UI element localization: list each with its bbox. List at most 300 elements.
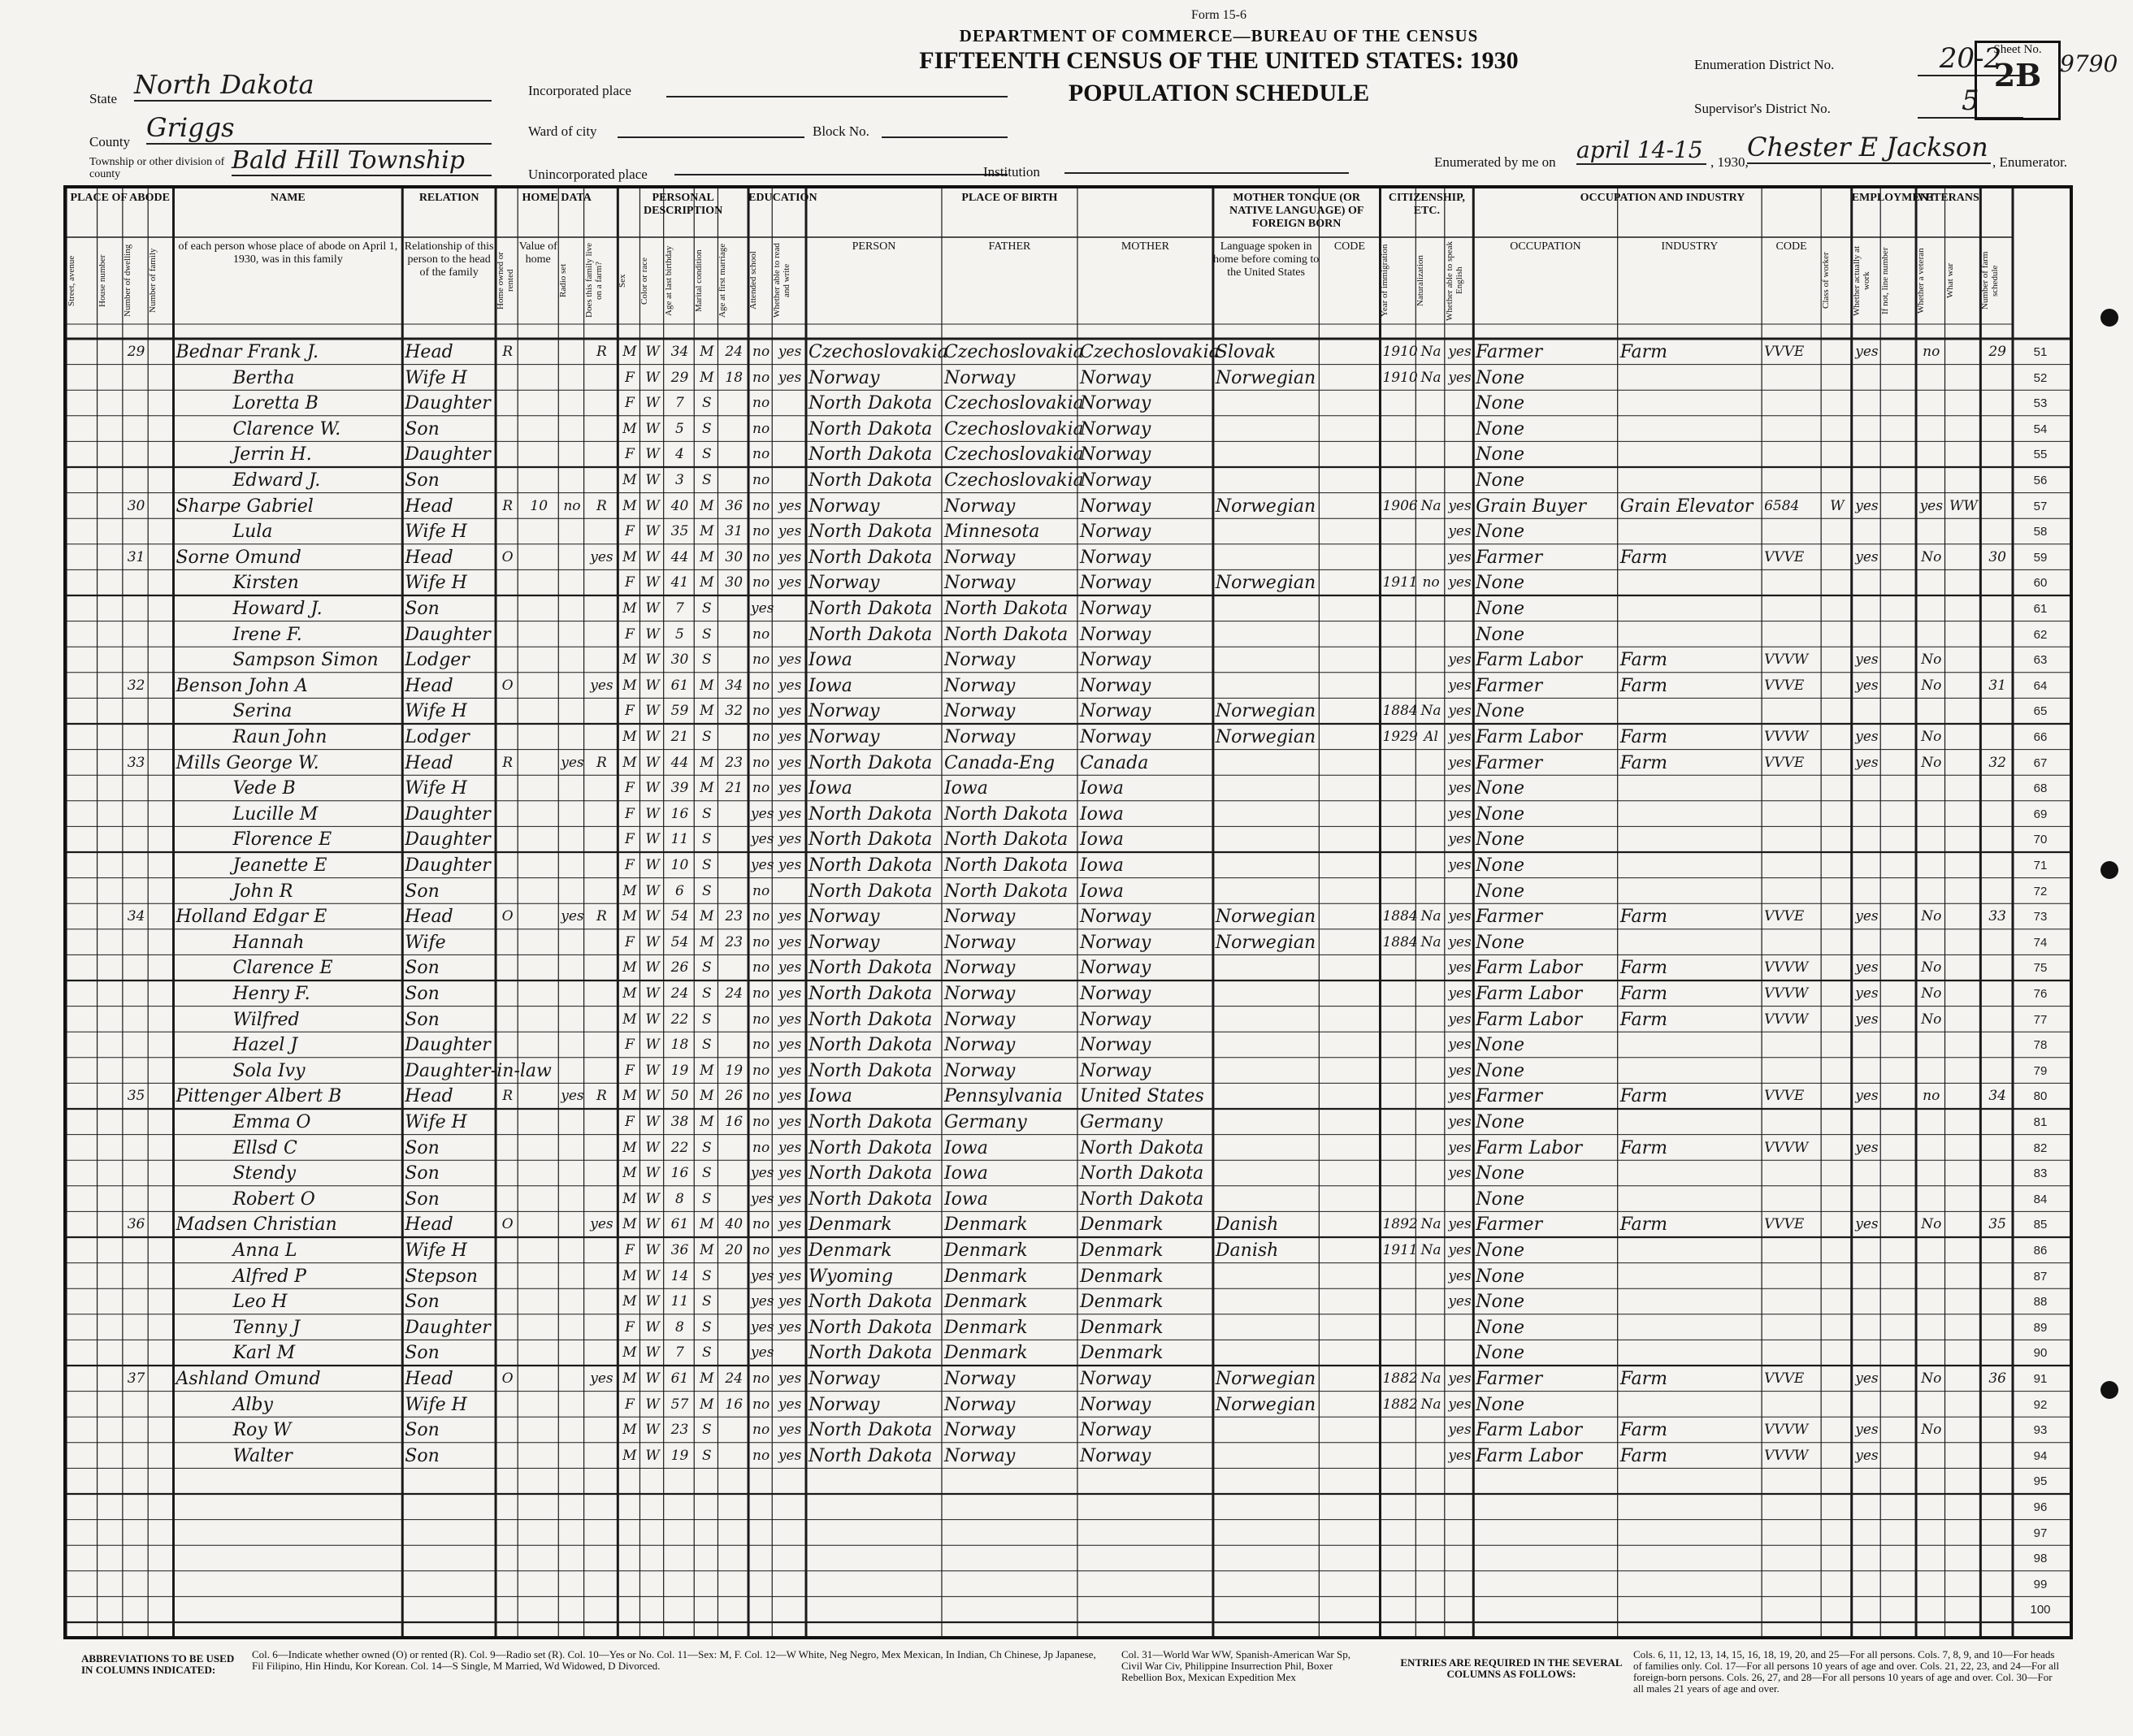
cell-father: Norway (943, 367, 1016, 388)
cell-age: 4 (675, 446, 684, 463)
line-number: 72 (2033, 884, 2048, 898)
cell-dwelling: 34 (127, 908, 145, 925)
cell-english: yes (1448, 1396, 1472, 1413)
cell-school: no (752, 908, 770, 925)
cell-relation: Daughter (405, 393, 491, 414)
cell-relation: Head (405, 907, 453, 928)
group-header-name: NAME (270, 192, 306, 204)
cell-marital: M (700, 1370, 714, 1387)
cell-marital: S (702, 1447, 712, 1464)
line-number: 95 (2033, 1474, 2048, 1489)
cell-mother: Iowa (1079, 855, 1124, 876)
cell-father: Norway (943, 1009, 1016, 1030)
cell-owned: R (502, 497, 514, 514)
cell-person: North Dakota (808, 522, 933, 543)
cell-person: North Dakota (808, 855, 933, 876)
cell-at_work: yes (1855, 1139, 1879, 1156)
cell-radio: no (563, 497, 581, 514)
abbreviations-title: ABBREVIATIONS TO BE USED IN COLUMNS INDICATED: (81, 1652, 235, 1676)
line-number: 63 (2033, 653, 2048, 668)
cell-father: Denmark (943, 1343, 1028, 1364)
cell-read: yes (778, 831, 802, 848)
cell-marital: S (702, 1267, 712, 1284)
cell-father: North Dakota (943, 624, 1069, 645)
cell-first_marriage: 40 (725, 1216, 744, 1233)
cell-school: no (752, 1062, 770, 1079)
cell-read: yes (778, 959, 802, 976)
column-header-radio: Radio set (558, 263, 569, 298)
cell-english: yes (1448, 959, 1472, 976)
cell-race: W (645, 933, 660, 950)
cell-at_work: yes (1855, 344, 1879, 360)
cell-marital: S (702, 652, 712, 669)
cell-read: yes (778, 908, 802, 925)
cell-farm_sched: 36 (1988, 1370, 2006, 1387)
cell-person: North Dakota (808, 1343, 933, 1364)
cell-person: Iowa (808, 675, 852, 696)
cell-school: no (752, 420, 770, 437)
cell-occupation: Farm Labor (1476, 727, 1583, 747)
cell-person: North Dakota (808, 1163, 933, 1184)
cell-occupation: Grain Buyer (1476, 496, 1586, 517)
cell-relation: Head (405, 342, 453, 362)
cell-school: no (752, 959, 770, 976)
cell-school: no (752, 497, 770, 514)
cell-marital: M (700, 754, 714, 771)
cell-naturalization: Na (1420, 1370, 1442, 1387)
cell-school: no (752, 548, 770, 565)
column-header-immigration: Year of immigration (1380, 244, 1390, 318)
cell-first_marriage: 16 (725, 1114, 744, 1130)
department-heading: DEPARTMENT OF COMMERCE—BUREAU OF THE CENSUS (959, 26, 1479, 45)
cell-sex: M (622, 677, 637, 694)
cell-name: Clarence E (232, 958, 333, 979)
line-number: 59 (2033, 550, 2048, 565)
cell-language: Norwegian (1215, 932, 1316, 953)
cell-language: Slovak (1215, 342, 1277, 362)
cell-read: yes (778, 933, 802, 950)
cell-sex: M (622, 1422, 637, 1439)
cell-sex: M (622, 420, 637, 437)
cell-occupation: Farmer (1476, 547, 1543, 568)
column-header-mother: MOTHER (1121, 240, 1169, 253)
cell-age: 38 (670, 1114, 689, 1130)
line-number: 83 (2033, 1167, 2048, 1181)
cell-race: W (645, 1165, 660, 1182)
line-number: 78 (2033, 1038, 2048, 1053)
cell-race: W (645, 574, 660, 591)
cell-marital: M (700, 548, 714, 565)
unincorporated-place-line (674, 174, 1008, 175)
cell-language: Norwegian (1215, 496, 1316, 517)
cell-name: Holland Edgar E (176, 907, 327, 928)
institution-line (1064, 172, 1349, 174)
line-number: 58 (2033, 525, 2048, 539)
ward-label: Ward of city (528, 123, 597, 139)
cell-age: 44 (670, 548, 689, 565)
cell-occupation: Farm Labor (1476, 650, 1583, 671)
cell-at_work: yes (1855, 1011, 1879, 1028)
cell-occupation: Farm Labor (1476, 1445, 1583, 1466)
cell-relation: Stepson (405, 1266, 478, 1287)
cell-father: Norway (943, 1394, 1016, 1415)
cell-person: North Dakota (808, 752, 933, 773)
cell-mother: Norway (1079, 418, 1151, 439)
cell-sex: M (622, 472, 637, 488)
cell-read: yes (778, 677, 802, 694)
county-label: County (89, 134, 131, 149)
cell-name: Sampson Simon (232, 650, 379, 671)
state-value: North Dakota (134, 69, 492, 102)
cell-english: yes (1448, 1139, 1472, 1156)
cell-mother: Norway (1079, 1009, 1151, 1030)
cell-dwelling: 37 (127, 1370, 145, 1387)
cell-at_work: yes (1855, 497, 1879, 514)
cell-immigration: 1884 (1382, 703, 1418, 720)
cell-farm_sched: 31 (1988, 677, 2006, 694)
cell-first_marriage: 19 (725, 1062, 744, 1079)
cell-marital: S (702, 472, 712, 488)
cell-english: yes (1448, 652, 1472, 669)
cell-age: 35 (670, 523, 689, 540)
cell-person: North Dakota (808, 803, 933, 825)
cell-mother: Iowa (1079, 881, 1124, 902)
cell-person: North Dakota (808, 1292, 933, 1313)
sheet-value: 2B (1993, 57, 2042, 93)
group-header-personal: PERSONAL DESCRIPTION (644, 192, 723, 217)
cell-class: W (1830, 497, 1845, 514)
township-value: Bald Hill Township (232, 146, 492, 176)
cell-veteran: yes (1919, 497, 1943, 514)
cell-ind_code: VVVW (1764, 1422, 1809, 1439)
line-number: 77 (2033, 1012, 2048, 1027)
cell-sex: F (624, 857, 635, 873)
line-number: 80 (2033, 1089, 2048, 1104)
cell-name: Tenny J (232, 1317, 301, 1338)
cell-veteran: No (1921, 959, 1942, 976)
county-value: Griggs (146, 112, 492, 145)
cell-name: Wilfred (232, 1009, 300, 1030)
cell-ind_code: VVVW (1764, 985, 1809, 1002)
cell-age: 7 (675, 600, 684, 617)
column-header-sex: Sex (618, 274, 628, 288)
cell-occupation: Farm Labor (1476, 958, 1583, 979)
cell-immigration: 1882 (1382, 1370, 1418, 1387)
cell-age: 59 (670, 703, 689, 720)
cell-first_marriage: 32 (725, 703, 744, 720)
cell-at_work: yes (1855, 677, 1879, 694)
cell-occupation: None (1476, 1188, 1524, 1210)
cell-father: Norway (943, 984, 1016, 1004)
cell-immigration: 1910 (1382, 344, 1418, 360)
line-number: 62 (2033, 627, 2048, 642)
line-number: 52 (2033, 370, 2048, 385)
cell-father: Czechoslovakia (943, 342, 1084, 362)
cell-mother: Norway (1079, 675, 1151, 696)
cell-first_marriage: 30 (725, 548, 744, 565)
cell-english: yes (1448, 1037, 1472, 1054)
line-number: 76 (2033, 987, 2048, 1001)
cell-age: 7 (675, 1344, 684, 1362)
cell-read: yes (778, 780, 802, 797)
cell-father: Norway (943, 1060, 1016, 1081)
cell-father: Norway (943, 701, 1016, 722)
cell-age: 26 (670, 959, 689, 976)
cell-sex: M (622, 1216, 637, 1233)
cell-read: yes (778, 344, 802, 360)
cell-mother: Denmark (1079, 1240, 1164, 1261)
line-number: 90 (2033, 1346, 2048, 1361)
cell-sex: M (622, 882, 637, 899)
cell-race: W (645, 908, 660, 925)
institution-label: Institution (983, 164, 1040, 180)
cell-school: yes (751, 1344, 774, 1362)
cell-race: W (645, 1190, 660, 1207)
cell-veteran: No (1921, 729, 1942, 745)
cell-father: Norway (943, 496, 1016, 517)
cell-sex: M (622, 1344, 637, 1362)
cell-race: W (645, 369, 660, 386)
cell-race: W (645, 1088, 660, 1105)
column-header-race: Color or race (639, 257, 650, 305)
cell-father: Norway (943, 727, 1016, 747)
cell-first_marriage: 16 (725, 1396, 744, 1413)
line-number: 92 (2033, 1397, 2048, 1412)
cell-read: yes (778, 369, 802, 386)
cell-mother: Norway (1079, 1420, 1151, 1441)
cell-race: W (645, 703, 660, 720)
column-header-marital: Marital condition (694, 249, 704, 312)
cell-person: North Dakota (808, 1009, 933, 1030)
cell-occupation: None (1476, 418, 1524, 439)
cell-ind_code: VVVE (1764, 1370, 1805, 1387)
cell-father: Denmark (943, 1214, 1028, 1236)
cell-english: yes (1448, 754, 1472, 771)
cell-school: yes (751, 1190, 774, 1207)
line-number: 97 (2033, 1526, 2048, 1540)
cell-person: North Dakota (808, 1317, 933, 1338)
cell-occupation: None (1476, 470, 1524, 491)
cell-mother: Norway (1079, 932, 1151, 953)
cell-sex: F (624, 574, 635, 591)
cell-race: W (645, 805, 660, 822)
cell-relation: Daughter (405, 624, 491, 645)
veteran-notes: Col. 31—World War WW, Spanish-American War Sp, Civil War Civ, Philippine Insurrection Phil, Boxer Rebellion Box, Mexican Expedition Mex (1121, 1648, 1350, 1683)
cell-farm_sched: 32 (1988, 754, 2006, 771)
cell-race: W (645, 1242, 660, 1258)
cell-language: Danish (1215, 1240, 1279, 1261)
cell-person: Norway (808, 367, 880, 388)
cell-immigration: 1910 (1382, 369, 1418, 386)
cell-farm_sched: 30 (1988, 548, 2006, 565)
cell-sex: M (622, 959, 637, 976)
cell-name: Benson John A (176, 675, 308, 696)
cell-person: North Dakota (808, 444, 933, 465)
cell-school: no (752, 369, 770, 386)
cell-read: yes (778, 1422, 802, 1439)
cell-relation: Wife H (405, 1394, 467, 1415)
cell-sex: M (622, 652, 637, 669)
cell-dwelling: 33 (127, 754, 145, 771)
cell-mother: Norway (1079, 1369, 1151, 1389)
cell-naturalization: Na (1420, 933, 1442, 950)
cell-father: Denmark (943, 1240, 1028, 1261)
cell-occupation: None (1476, 1317, 1524, 1338)
cell-name: Bertha (232, 367, 295, 388)
cell-read: yes (778, 1037, 802, 1054)
cell-first_marriage: 23 (725, 908, 744, 925)
cell-father: Iowa (943, 1188, 988, 1210)
cell-person: North Dakota (808, 624, 933, 645)
cell-race: W (645, 882, 660, 899)
cell-immigration: 1911 (1382, 574, 1418, 591)
cell-occupation: None (1476, 803, 1524, 825)
cell-naturalization: Na (1420, 1216, 1442, 1233)
column-header-read: Whether able to read and write (772, 243, 792, 318)
cell-english: yes (1448, 344, 1472, 360)
cell-school: no (752, 652, 770, 669)
cell-veteran: No (1921, 1216, 1942, 1233)
cell-mother: North Dakota (1079, 1163, 1204, 1184)
cell-mother: Norway (1079, 470, 1151, 491)
cell-naturalization: Na (1420, 703, 1442, 720)
cell-age: 16 (670, 1165, 689, 1182)
column-header-farm: Does this family live on a farm? (583, 243, 604, 318)
column-header-line: If not, line number (1880, 247, 1891, 314)
cell-owned: R (502, 1088, 514, 1105)
column-header-house: House number (97, 254, 107, 307)
cell-person: Norway (808, 727, 880, 747)
cell-school: no (752, 344, 770, 360)
cell-sex: M (622, 1370, 637, 1387)
cell-occupation: Farm Labor (1476, 1009, 1583, 1030)
cell-relation: Wife H (405, 367, 467, 388)
cell-race: W (645, 1267, 660, 1284)
cell-radio: yes (561, 1088, 584, 1105)
cell-relation: Son (405, 1009, 440, 1030)
entries-title: ENTRIES ARE REQUIRED IN THE SEVERAL COLUMNS AS FOLLOWS: (1400, 1656, 1623, 1680)
cell-race: W (645, 548, 660, 565)
cell-relation: Daughter (405, 444, 491, 465)
cell-age: 54 (670, 933, 689, 950)
line-number: 86 (2033, 1244, 2048, 1258)
cell-read: yes (778, 1293, 802, 1310)
cell-veteran: No (1921, 985, 1942, 1002)
cell-age: 61 (670, 677, 689, 694)
cell-veteran: No (1921, 548, 1942, 565)
cell-occupation: Farm Labor (1476, 1137, 1583, 1158)
cell-marital: M (700, 1396, 714, 1413)
column-header-family: Number of family (148, 248, 158, 314)
cell-relation: Wife H (405, 778, 467, 799)
cell-person: Norway (808, 932, 880, 953)
cell-race: W (645, 959, 660, 976)
cell-industry: Grain Elevator (1619, 496, 1754, 517)
cell-relation: Head (405, 1214, 453, 1236)
cell-dwelling: 36 (127, 1216, 145, 1233)
cell-war: WW (1949, 497, 1978, 514)
cell-farm: R (596, 344, 607, 360)
cell-at_work: yes (1855, 548, 1879, 565)
enumeration-district-label: Enumeration District No. (1694, 57, 1835, 72)
cell-father: Norway (943, 1420, 1016, 1441)
cell-owned: R (502, 344, 514, 360)
cell-immigration: 1882 (1382, 1396, 1418, 1413)
cell-mother: Norway (1079, 1394, 1151, 1415)
cell-person: North Dakota (808, 1420, 933, 1441)
cell-read: yes (778, 805, 802, 822)
cell-relation: Son (405, 1137, 440, 1158)
cell-relation: Son (405, 984, 440, 1004)
cell-mother: Norway (1079, 958, 1151, 979)
cell-veteran: No (1921, 1370, 1942, 1387)
cell-sex: F (624, 805, 635, 822)
cell-farm_sched: 29 (1988, 344, 2006, 360)
cell-relation: Daughter (405, 855, 491, 876)
cell-age: 30 (670, 652, 689, 669)
cell-age: 11 (670, 1293, 689, 1310)
cell-person: Denmark (808, 1240, 892, 1261)
cell-english: yes (1448, 703, 1472, 720)
cell-person: North Dakota (808, 1445, 933, 1466)
cell-industry: Farm (1619, 1445, 1667, 1466)
cell-industry: Farm (1619, 1086, 1667, 1107)
cell-mother: Norway (1079, 547, 1151, 568)
cell-person: North Dakota (808, 984, 933, 1004)
cell-name: Stendy (232, 1163, 297, 1184)
punch-hole (2100, 309, 2118, 327)
cell-veteran: no (1923, 344, 1940, 360)
cell-english: yes (1448, 1422, 1472, 1439)
line-number: 54 (2033, 422, 2048, 436)
cell-race: W (645, 1037, 660, 1054)
cell-sex: M (622, 1088, 637, 1105)
cell-marital: M (700, 1216, 714, 1233)
cell-language: Norwegian (1215, 367, 1316, 388)
cell-race: W (645, 729, 660, 745)
cell-owned: O (501, 1370, 514, 1387)
cell-age: 5 (675, 626, 684, 643)
cell-sex: M (622, 1139, 637, 1156)
cell-race: W (645, 677, 660, 694)
group-header-education: EDUCATION (748, 192, 817, 204)
cell-occupation: Farmer (1476, 1086, 1543, 1107)
line-number: 55 (2033, 448, 2048, 462)
column-header-code: CODE (1333, 240, 1365, 253)
cell-naturalization: Na (1420, 369, 1442, 386)
cell-radio: yes (561, 908, 584, 925)
supervisor-district-value: 5 (1918, 84, 2023, 119)
cell-language: Norwegian (1215, 727, 1316, 747)
cell-read: yes (778, 497, 802, 514)
cell-age: 44 (670, 754, 689, 771)
cell-marital: S (702, 1422, 712, 1439)
cell-age: 24 (670, 985, 689, 1002)
cell-mother: Iowa (1079, 829, 1124, 851)
cell-school: no (752, 1216, 770, 1233)
punch-hole (2100, 1381, 2118, 1399)
cell-race: W (645, 1396, 660, 1413)
cell-relation: Daughter (405, 1317, 491, 1338)
line-number: 70 (2033, 833, 2048, 847)
cell-english: yes (1448, 1242, 1472, 1258)
cell-name: Jeanette E (232, 855, 327, 876)
cell-race: W (645, 1422, 660, 1439)
line-number: 98 (2033, 1552, 2048, 1566)
cell-occupation: Farmer (1476, 752, 1543, 773)
group-header-relation: RELATION (418, 192, 479, 204)
cell-marital: S (702, 1037, 712, 1054)
